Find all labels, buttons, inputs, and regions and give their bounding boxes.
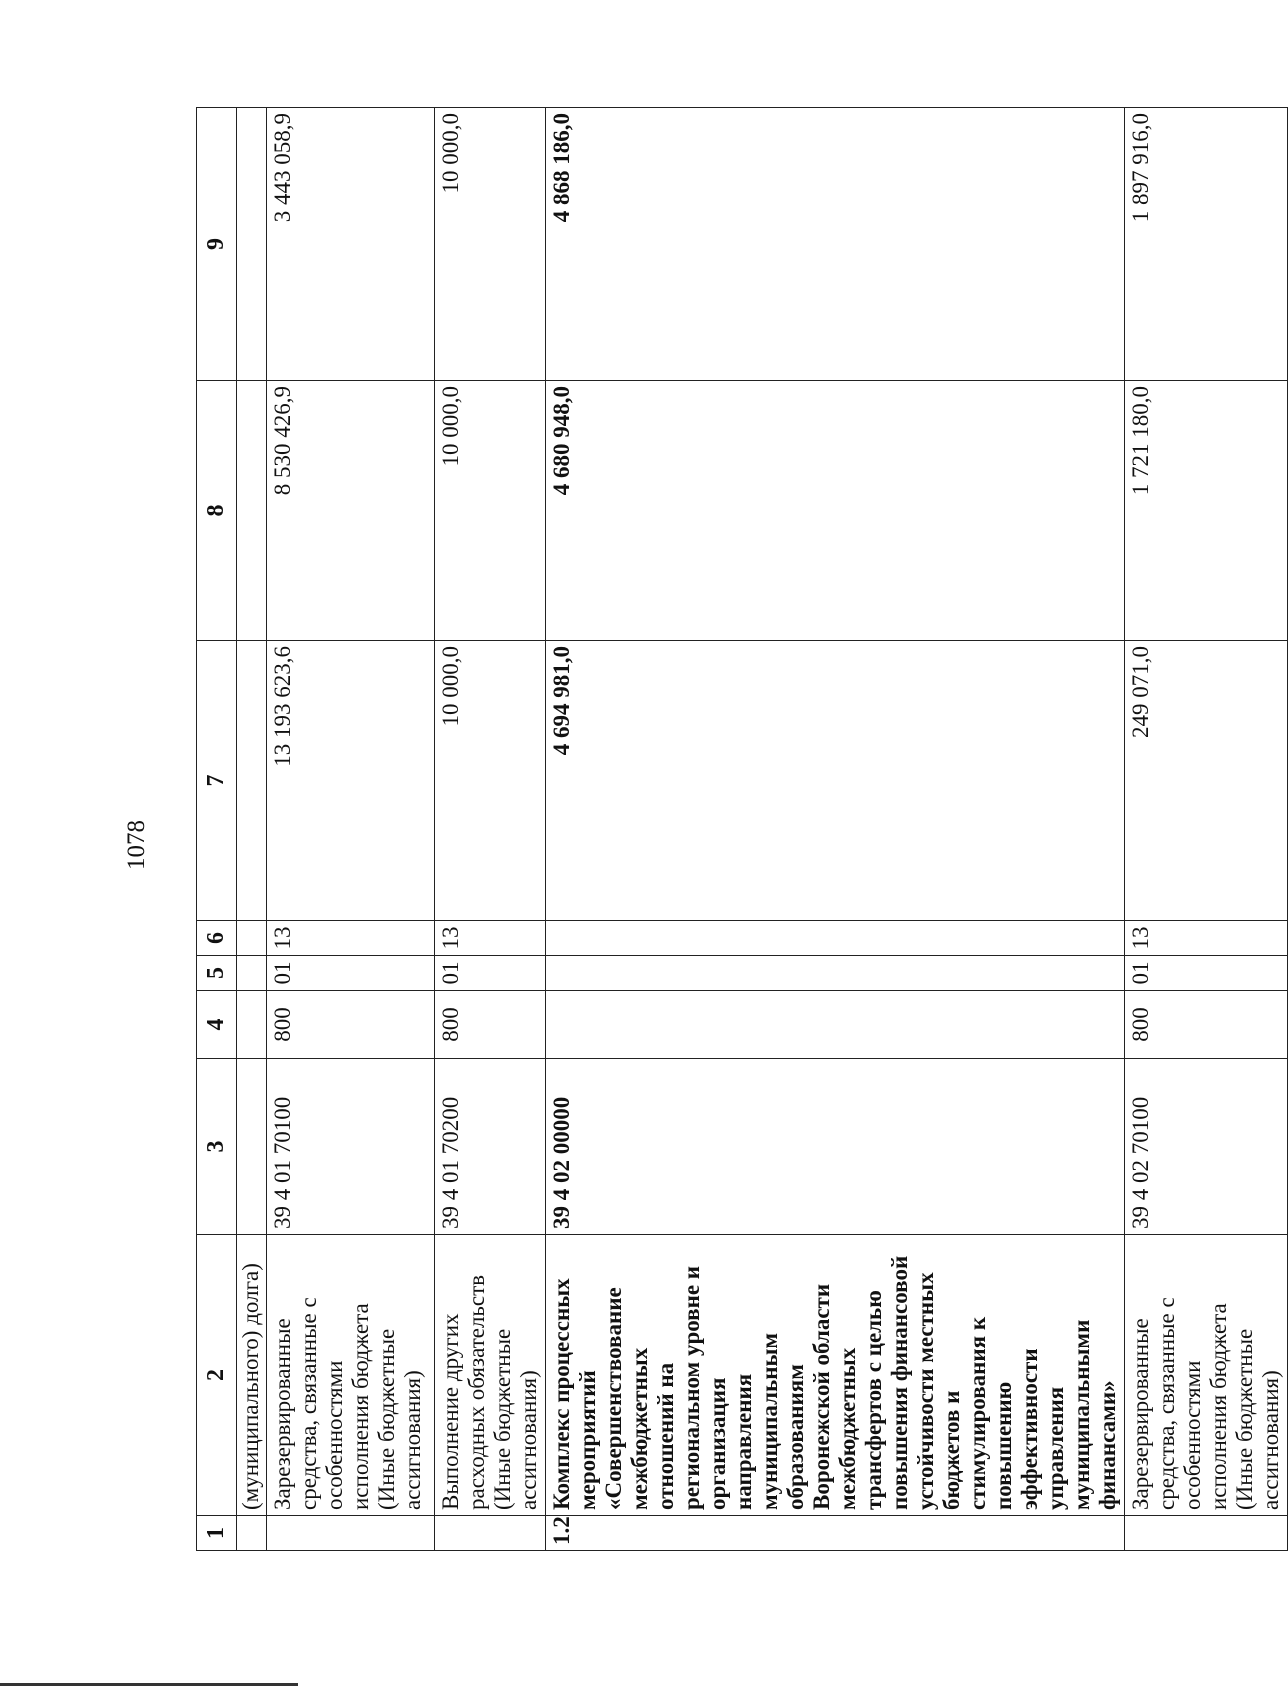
- row-col-6: 13: [1124, 921, 1287, 956]
- row-code: 39 4 02 00000: [545, 1059, 1124, 1235]
- row-col-6: 13: [435, 921, 546, 956]
- row-value-9: 1 897 916,0: [1124, 108, 1287, 381]
- row-col-5: 01: [435, 956, 546, 991]
- table-row: [435, 108, 546, 1551]
- header-row: [197, 108, 237, 1551]
- header-col-2: 2: [197, 1235, 237, 1516]
- row-col-4: 800: [267, 991, 435, 1059]
- row-col-5: [545, 956, 1124, 991]
- row-value-7: 249 071,0: [1124, 641, 1287, 921]
- row-value-8: 4 680 948,0: [545, 381, 1124, 641]
- continuation-row: [237, 108, 267, 1551]
- header-col-4: 4: [197, 991, 237, 1059]
- row-value-7: 10 000,0: [435, 641, 546, 921]
- row-number: [1124, 1516, 1287, 1551]
- row-name: Комплекс процессных мероприятий «Совершенствование межбюджетных отношений на региональном уровне и организация направления муниципальным образованиям Воронежской области межбюджетных трансфертов с целью повышения финансовой устойчивости местных бюджетов и стимулирования к повышению эффективности управления муниципальными финансами»: [545, 1235, 1124, 1516]
- row-col-6: 13: [267, 921, 435, 956]
- row-col-5: 01: [1124, 956, 1287, 991]
- row-col-5: 01: [267, 956, 435, 991]
- row-value-8: 8 530 426,9: [267, 381, 435, 641]
- row-number: 1.2: [545, 1516, 1124, 1551]
- header-col-3: 3: [197, 1059, 237, 1235]
- row-value-9: 10 000,0: [435, 108, 546, 381]
- header-col-7: 7: [197, 641, 237, 921]
- row-col-4: 800: [1124, 991, 1287, 1059]
- header-col-6: 6: [197, 921, 237, 956]
- row-value-9: 3 443 058,9: [267, 108, 435, 381]
- table-row: [267, 108, 435, 1551]
- row-col-6: [545, 921, 1124, 956]
- row-number: [435, 1516, 546, 1551]
- row-code: 39 4 01 70100: [267, 1059, 435, 1235]
- row-number: [267, 1516, 435, 1551]
- header-col-9: 9: [197, 108, 237, 381]
- table-container: [196, 108, 1283, 1551]
- header-col-5: 5: [197, 956, 237, 991]
- row-col-4: 800: [435, 991, 546, 1059]
- scan-edge-line: [0, 1683, 298, 1686]
- row-col-4: [545, 991, 1124, 1059]
- row-code: 39 4 01 70200: [435, 1059, 546, 1235]
- row-value-7: 13 193 623,6: [267, 641, 435, 921]
- row-value-9: 4 868 186,0: [545, 108, 1124, 381]
- row-name: Выполнение других расходных обязательств (Иные бюджетные ассигнования): [435, 1235, 546, 1516]
- table-row: [545, 108, 1124, 1551]
- row-code: 39 4 02 70100: [1124, 1059, 1287, 1235]
- row-name: Зарезервированные средства, связанные с особенностями исполнения бюджета (Иные бюджетные ассигнования): [1124, 1235, 1287, 1516]
- table-row: [1124, 108, 1287, 1551]
- header-col-1: 1: [197, 1516, 237, 1551]
- header-col-8: 8: [197, 381, 237, 641]
- row-name: Зарезервированные средства, связанные с особенностями исполнения бюджета (Иные бюджетные ассигнования): [267, 1235, 435, 1516]
- continuation-text: (муниципального) долга): [237, 1235, 267, 1516]
- row-value-8: 10 000,0: [435, 381, 546, 641]
- row-value-8: 1 721 180,0: [1124, 381, 1287, 641]
- page-number: 1078: [123, 820, 150, 870]
- budget-table: [196, 107, 1288, 1551]
- row-value-7: 4 694 981,0: [545, 641, 1124, 921]
